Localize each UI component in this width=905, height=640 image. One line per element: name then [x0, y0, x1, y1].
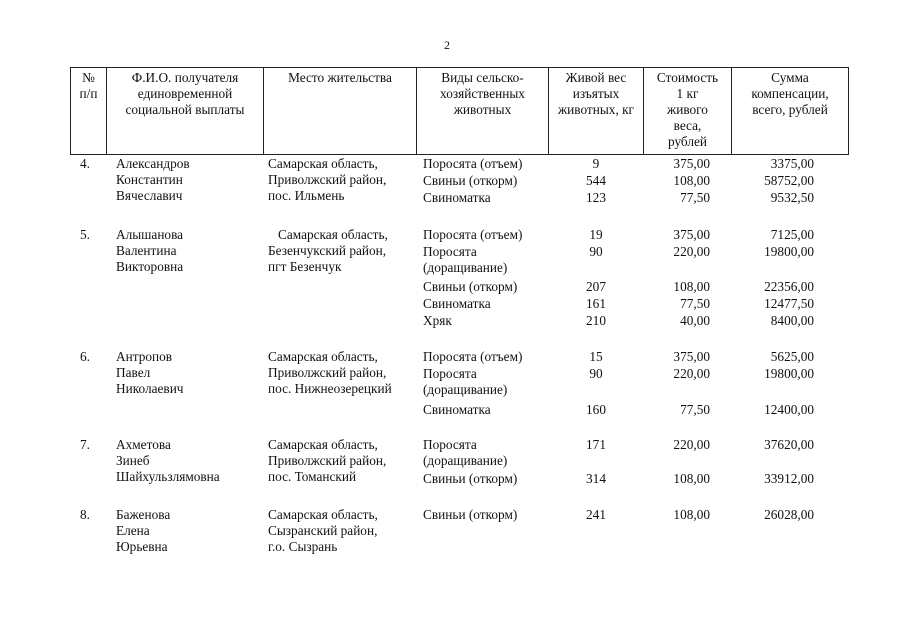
sum-value: 9532,50 — [770, 190, 814, 205]
animal-kind: Поросята (доращивание) — [423, 366, 508, 397]
animal-kind: Поросята (отъем) — [423, 156, 523, 171]
price-value: 375,00 — [673, 156, 710, 171]
animal-kind: Свиньи (откорм) — [423, 279, 518, 294]
sum-value: 8400,00 — [770, 313, 814, 328]
recipient-name: Антропов Павел Николаевич — [116, 349, 184, 396]
record-number: 4. — [80, 156, 90, 171]
animal-kind: Свиноматка — [423, 190, 491, 205]
record-number: 8. — [80, 507, 90, 522]
animal-kind: Хряк — [423, 313, 452, 328]
weight-value: 241 — [586, 507, 606, 522]
price-value: 108,00 — [673, 507, 710, 522]
col-divider — [848, 67, 849, 155]
weight-value: 9 — [592, 156, 600, 171]
record-number: 7. — [80, 437, 90, 452]
sum-value: 58752,00 — [764, 173, 814, 188]
recipient-name: Ахметова Зинеб Шайхульзлямовна — [116, 437, 220, 484]
weight-value: 123 — [586, 190, 606, 205]
weight-value: 544 — [586, 173, 606, 188]
price-value: 220,00 — [673, 437, 710, 452]
price-value: 77,50 — [680, 402, 710, 417]
price-value: 220,00 — [673, 366, 710, 381]
sum-value: 7125,00 — [770, 227, 814, 242]
animal-kind: Свиньи (откорм) — [423, 471, 518, 486]
weight-value: 15 — [589, 349, 603, 364]
residence: Самарская область, Сызранский район, г.о. Сызрань — [268, 507, 378, 554]
animal-kind: Поросята (доращивание) — [423, 437, 508, 468]
recipient-name: Алышанова Валентина Викторовна — [116, 227, 184, 274]
weight-value: 90 — [589, 366, 603, 381]
animal-kind: Поросята (отъем) — [423, 227, 523, 242]
header-price: Стоимость 1 кг живого веса, рублей — [656, 70, 719, 149]
weight-value: 171 — [586, 437, 606, 452]
recipient-name: Баженова Елена Юрьевна — [116, 507, 171, 554]
weight-value: 314 — [586, 471, 606, 486]
price-value: 108,00 — [673, 173, 710, 188]
sum-value: 12400,00 — [764, 402, 814, 417]
recipient-name: Александров Константин Вячеславич — [116, 156, 190, 203]
sum-value: 26028,00 — [764, 507, 814, 522]
price-value: 220,00 — [673, 244, 710, 259]
sum-value: 3375,00 — [770, 156, 814, 171]
residence: Самарская область, Приволжский район, пос. Нижнеозерецкий — [268, 349, 392, 396]
price-value: 108,00 — [673, 471, 710, 486]
sum-value: 12477,50 — [764, 296, 814, 311]
weight-value: 19 — [589, 227, 603, 242]
sum-value: 19800,00 — [764, 244, 814, 259]
animal-kind: Свиньи (откорм) — [423, 507, 518, 522]
price-value: 375,00 — [673, 227, 710, 242]
sum-value: 19800,00 — [764, 366, 814, 381]
weight-value: 210 — [586, 313, 606, 328]
price-value: 40,00 — [680, 313, 710, 328]
animal-kind: Поросята (доращивание) — [423, 244, 508, 275]
sum-value: 37620,00 — [764, 437, 814, 452]
weight-value: 90 — [589, 244, 603, 259]
animal-kind: Свиноматка — [423, 296, 491, 311]
record-number: 6. — [80, 349, 90, 364]
header-place: Место жительства — [288, 70, 392, 85]
residence: Самарская область, Приволжский район, пос. Ильмень — [268, 156, 387, 203]
header-kind: Виды сельско- хозяйственных животных — [440, 70, 525, 117]
price-value: 77,50 — [680, 190, 710, 205]
header-num: № п/п — [79, 70, 98, 101]
header-name: Ф.И.О. получателя единовременной социальной выплаты — [125, 70, 245, 117]
sum-value: 5625,00 — [770, 349, 814, 364]
header-sum: Сумма компенсации, всего, рублей — [751, 70, 829, 117]
price-value: 77,50 — [680, 296, 710, 311]
record-number: 5. — [80, 227, 90, 242]
page-number: 2 — [444, 38, 450, 52]
weight-value: 161 — [586, 296, 606, 311]
weight-value: 160 — [586, 402, 606, 417]
weight-value: 207 — [586, 279, 606, 294]
animal-kind: Поросята (отъем) — [423, 349, 523, 364]
animal-kind: Свиноматка — [423, 402, 491, 417]
residence: Самарская область, Приволжский район, пос. Томанский — [268, 437, 387, 484]
animal-kind: Свиньи (откорм) — [423, 173, 518, 188]
sum-value: 33912,00 — [764, 471, 814, 486]
price-value: 108,00 — [673, 279, 710, 294]
residence: Самарская область, Безенчукский район, пгт Безенчук — [268, 227, 388, 274]
price-value: 375,00 — [673, 349, 710, 364]
header-weight: Живой вес изъятых животных, кг — [557, 70, 635, 117]
sum-value: 22356,00 — [764, 279, 814, 294]
